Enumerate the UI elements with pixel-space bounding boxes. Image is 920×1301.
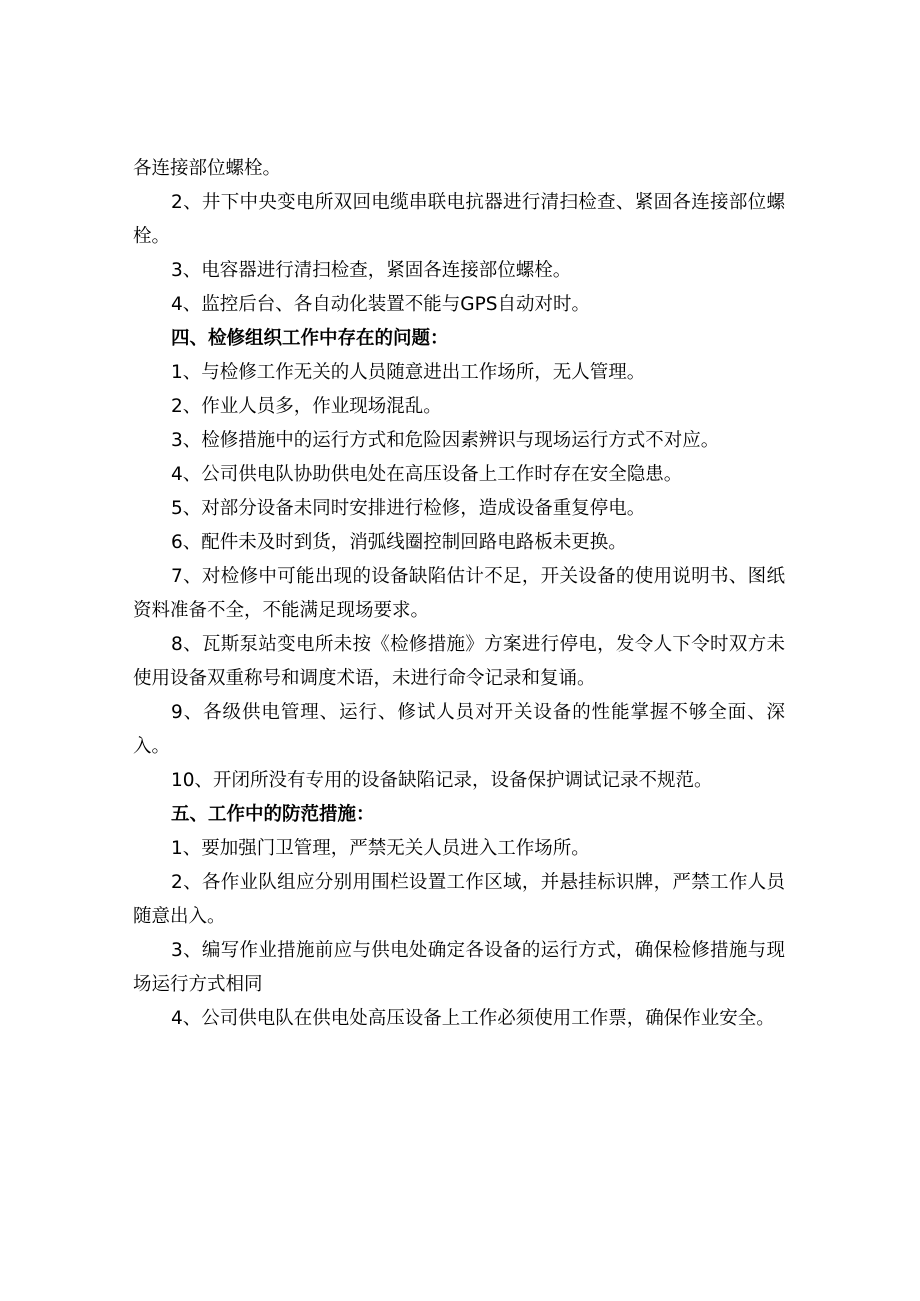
list-item: 7、对检修中可能出现的设备缺陷估计不足，开关设备的使用说明书、图纸资料准备不全，不能满足现场要求。 <box>133 566 785 621</box>
list-item: 4、公司供电队在供电处高压设备上工作必须使用工作票，确保作业安全。 <box>171 1008 775 1029</box>
list-item: 2、作业人员多，作业现场混乱。 <box>171 396 442 417</box>
paragraph-continuation: 各连接部位螺栓。 <box>133 158 282 179</box>
list-item: 2、井下中央变电所双回电缆串联电抗器进行清扫检查、紧固各连接部位螺栓。 <box>133 192 785 247</box>
list-item: 4、监控后台、各自动化装置不能与GPS自动对时。 <box>171 294 591 315</box>
list-item: 3、编写作业措施前应与供电处确定各设备的运行方式，确保检修措施与现场运行方式相同 <box>133 940 785 995</box>
list-item: 3、电容器进行清扫检查，紧固各连接部位螺栓。 <box>171 260 572 281</box>
list-item: 2、各作业队组应分别用围栏设置工作区域，并悬挂标识牌，严禁工作人员随意出入。 <box>133 872 785 927</box>
list-item: 1、要加强门卫管理，严禁无关人员进入工作场所。 <box>171 838 590 859</box>
document-body <box>133 152 785 1036</box>
list-item: 8、瓦斯泵站变电所未按《检修措施》方案进行停电，发令人下令时双方未使用设备双重称号和调度术语，未进行命令记录和复诵。 <box>133 634 785 689</box>
list-item: 4、公司供电队协助供电处在高压设备上工作时存在安全隐患。 <box>171 464 683 485</box>
list-item: 3、检修措施中的运行方式和危险因素辨识与现场运行方式不对应。 <box>171 430 720 451</box>
list-item: 5、对部分设备未同时安排进行检修，造成设备重复停电。 <box>171 498 646 519</box>
list-item: 1、与检修工作无关的人员随意进出工作场所，无人管理。 <box>171 362 646 383</box>
section-heading-problems: 四、检修组织工作中存在的问题： <box>171 328 449 349</box>
list-item: 10、开闭所没有专用的设备缺陷记录，设备保护调试记录不规范。 <box>171 770 713 791</box>
list-item: 6、配件未及时到货，消弧线圈控制回路电路板未更换。 <box>171 532 627 553</box>
list-item: 9、各级供电管理、运行、修试人员对开关设备的性能掌握不够全面、深入。 <box>133 702 785 757</box>
section-heading-measures: 五、工作中的防范措施： <box>171 804 375 825</box>
